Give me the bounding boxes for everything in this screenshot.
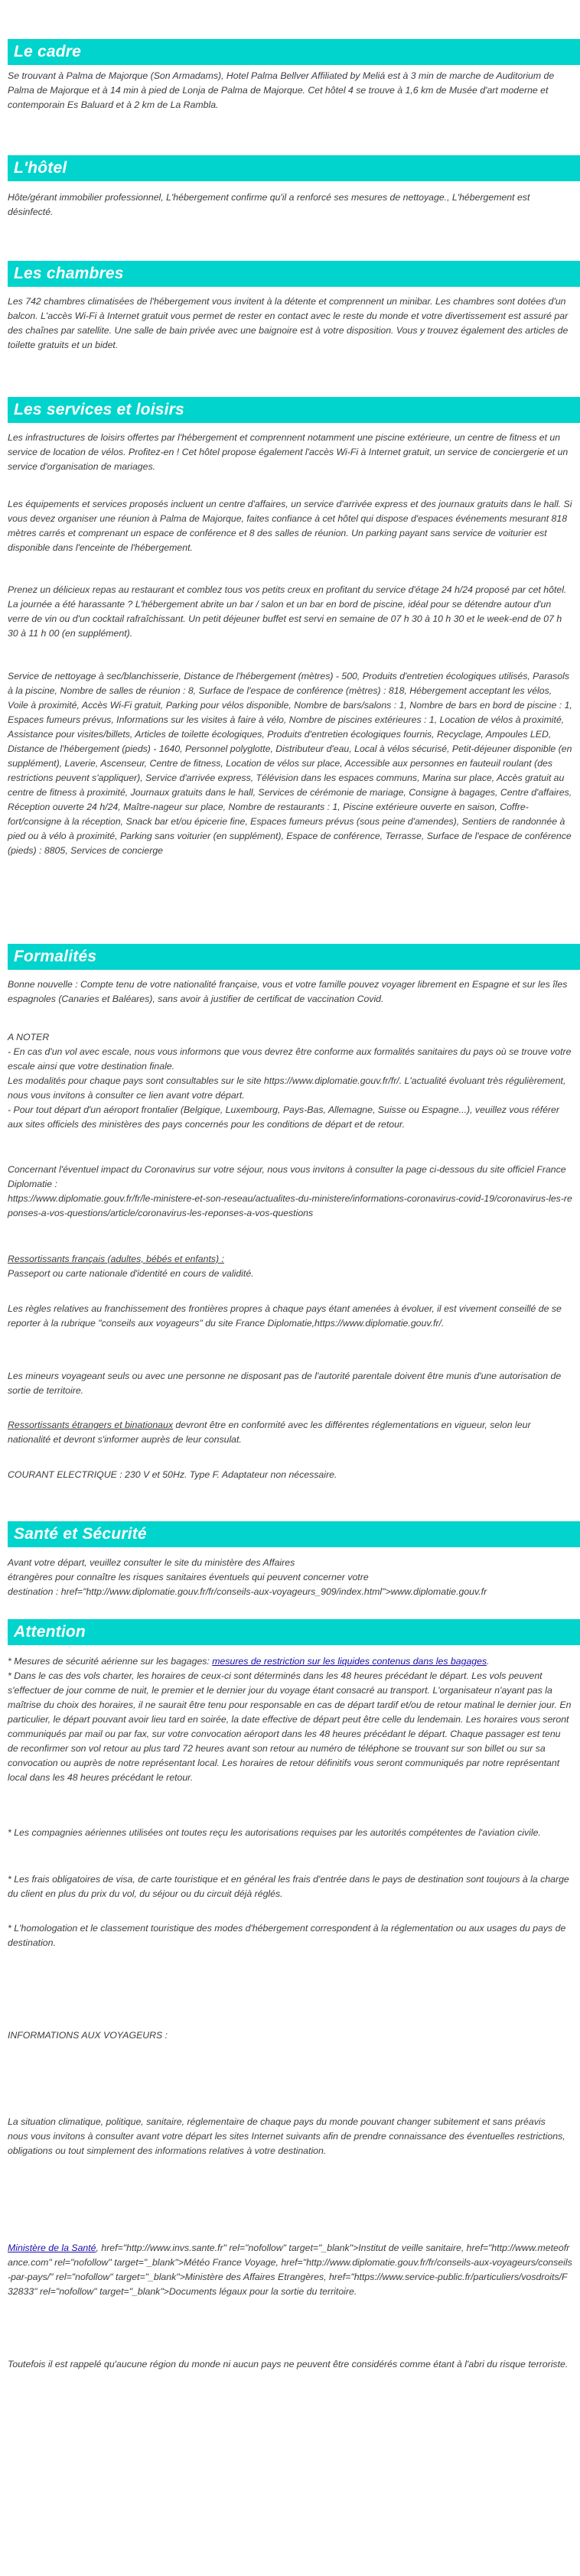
sante-text	[8, 1556, 580, 1599]
sante-line-1: Avant votre départ, veuillez consulter le site du ministère des Affaires	[8, 1557, 295, 1568]
info-voyageurs-links-text: , href="http://www.invs.sante.fr" rel="nofollow" target="_blank">Institut de veille sanitaire, href="http://www.meteofrance.com" rel="nofollow" target="_blank">Météo France Voyage, href="http://www.diplomatie.gouv.fr/fr/conseils-aux-voyageurs/conseils-par-pays/" rel="nofollow" target="_blank">Ministère des Affaires Etrangères, href="https://www.service-public.fr/particuliers/vosdroits/F32833" rel="nofollow" target="_blank">Documents légaux pour la sortie du territoire.	[8, 2243, 572, 2297]
cadre-text: Se trouvant à Palma de Majorque (Son Armadams), Hotel Palma Bellver Affiliated by Meliá est à 3 min de marche de Auditorium de Palma de Majorque et à 14 min à pied de Lonja de Palma de Majorque. Cet hôtel 4 se trouve à 1,6 km de Musée d'art moderne et contemporain Es Baluard et à 2 km de La Rambla.	[8, 70, 555, 110]
attention-bagages	[8, 1654, 572, 1669]
services-p2: Les équipements et services proposés incluent un centre d'affaires, un service d'arrivée express et des journaux gratuits dans le hall. Si vous devez organiser une réunion à Palma de Majorque, faites confiance à cet hôtel qui dispose d'espaces événements mesurant 818 mètres carrés et comprenant un espace de conférence et 8 des salles de réunion. Un parking payant sans service de voiturier est disponible dans l'enceinte de l'hébergement.	[8, 499, 572, 553]
ministere-sante-link[interactable]: Ministère de la Santé	[8, 2243, 96, 2253]
ressortissants-francais-text: Passeport ou carte nationale d'identité en cours de validité.	[8, 1268, 254, 1279]
attention-bagages-label: * Mesures de sécurité aérienne sur les bagages:	[8, 1656, 213, 1667]
section-title-cadre: Le cadre	[8, 39, 580, 65]
formalites-mineurs: Les mineurs voyageant seuls ou avec une personne ne disposant pas de l'autorité parentale doivent être munis d'une autorisation de sortie de territoire.	[8, 1371, 562, 1396]
formalites-p1: Bonne nouvelle : Compte tenu de votre nationalité française, vous et votre famille pouvez voyager librement en Espagne et sur les îles espagnoles (Canaries et Baléares), sans avoir à justifier de certificat de vaccination Covid.	[8, 979, 568, 1004]
attention-charter: * Dans le cas des vols charter, les horaires de ceux-ci sont déterminés dans les 48 heures précédant le départ. Les vols peuvent s'effectuer de jour comme de nuit, le premier et le dernier jour du voyage étant consacré au transport. L'organisateur n'ayant pas la maîtrise du choix des horaires, il ne saurait être tenu pour responsable en cas de départ tardif et/ou de retour matinal le dernier jour. En particulier, le départ pouvant avoir lieu tard en soirée, la date effective de départ peut être celle du lendemain. Les horaires vous seront communiqués par mail ou par fax, sur votre convocation aéroport dans les 48 heures précédant le départ. Chaque passager est tenu de reconfirmer son vol retour au plus tard 72 heures avant son retour au numéro de téléphone se trouvant sur son billet ou sur sa convocation ou auprès de notre représentant local. Les horaires de retour définitifs vous seront communiqués par notre représentant local dans les 48 heures précédant le retour.	[8, 1670, 572, 1783]
section-title-hotel: L'hôtel	[8, 155, 580, 181]
formalites-coronavirus: Concernant l'éventuel impact du Coronavirus sur votre séjour, nous vous invitons à consulter la page ci-dessous du site officiel France Diplomatie : https://www.diplomatie.gouv.fr/fr/le-ministere-et-son-reseau/actualites-du-ministere/informations-coronavirus-covid-19/coronavirus-les-reponses-a-vos-questions/article/coronavirus-les-reponses-a-vos-questions	[8, 1164, 572, 1218]
formalites-etrangers	[8, 1418, 572, 1447]
formalites-ressortissants-francais	[8, 1252, 572, 1281]
section-title-chambres: Les chambres	[8, 261, 580, 287]
formalites-regles: Les règles relatives au franchissement des frontières propres à chaque pays étant amenées à évoluer, il est vivement conseillé de se reporter à la rubrique "conseils aux voyageurs" du site France Diplomatie,https://www.diplomatie.gouv.fr/.	[8, 1303, 562, 1329]
info-voyageurs-text: La situation climatique, politique, sanitaire, réglementaire de chaque pays du monde pouvant changer subitement et sans préavis nous vous invitons à consulter avant votre départ les sites Internet suivants afin de prendre connaissance des éventuelles restrictions, obligations ou tout simplement des informations relatives à votre destination.	[8, 2116, 565, 2156]
ressortissants-francais-title: Ressortissants français (adultes, bébés et enfants) :	[8, 1254, 224, 1264]
services-p4: Service de nettoyage à sec/blanchisserie, Distance de l'hébergement (mètres) - 500, Produits d'entretien écologiques utilisés, Parasols à la piscine, Nombre de salles de réunion : 8, Surface de l'espace de conférence (mètres) : 818, Hébergement acceptant les vélos, Voile à proximité, Accès Wi-Fi gratuit, Parking pour vélos disponible, Nombre de bars/salons : 1, Nombre de bars en bord de piscine : 1, Espaces fumeurs prévus, Informations sur les visites à faire à vélo, Nombre de piscines extérieures : 1, Location de vélos à proximité, Assistance pour visites/billets, Articles de toilette écologiques, Produits d'entretien écologiques fournis, Recyclage, Ampoules LED, Distance de l'hébergement (pieds) - 1640, Personnel polyglotte, Distributeur d'eau, Local à vélos sécurisé, Petit-déjeuner disponible (en supplément), Laverie, Ascenseur, Centre de fitness, Location de vélos sur place, Accessible aux personnes en fauteuil roulant (des restrictions peuvent s'appliquer), Service d'arrivée express, Télévision dans les espaces communs, Marina sur place, Accès gratuit au centre de fitness à proximité, Journaux gratuits dans le hall, Services de cérémonie de mariage, Consigne à bagages, Centre d'affaires, Réception ouverte 24 h/24, Maître-nageur sur place, Nombre de restaurants : 1, Piscine extérieure ouverte en saison, Coffre-fort/consigne à la réception, Snack bar et/ou épicerie fine, Espaces fumeurs prévus (sous peine d'amendes), Sentiers de randonnée à pied ou à vélo à proximité, Parking sans voiturier (en supplément), Espace de conférence, Terrasse, Surface de l'espace de conférence (pieds) : 8805, Services de concierge	[8, 671, 572, 856]
section-title-services: Les services et loisirs	[8, 397, 580, 423]
formalites-note: A NOTER - En cas d'un vol avec escale, nous vous informons que vous devrez être conforme aux formalités sanitaires du pays où se trouve votre escale ainsi que votre destination finale. Les modalités pour chaque pays sont consultables sur le site https://www.diplomatie.gouv.fr/fr/. L'actualité évoluant très régulièrement, nous vous invitons à consulter ce lien avant votre départ. - Pour tout départ d'un aéroport frontalier (Belgique, Luxembourg, Pays-Bas, Allemagne, Suisse ou Espagne...), veuillez vous référer aux sites officiels des ministères des pays concernés pour les conditions de départ et de retour.	[8, 1032, 572, 1130]
section-title-attention: Attention	[8, 1619, 580, 1645]
formalites-courant: COURANT ELECTRIQUE : 230 V et 50Hz. Type F. Adaptateur non nécessaire.	[8, 1469, 337, 1480]
info-voyageurs-links	[8, 2241, 572, 2299]
section-title-formalites: Formalités	[8, 944, 580, 970]
attention-bagages-end: .	[487, 1656, 490, 1667]
sante-line-3: destination : href="http://www.diplomatie.gouv.fr/fr/conseils-aux-voyageurs_909/index.html">www.diplomatie.gouv.fr	[8, 1586, 487, 1597]
etrangers-text: devront être en conformité avec les différentes réglementations en vigueur, selon leur nationalité et devront s'informer auprès de leur consulat.	[8, 1420, 531, 1445]
section-title-sante: Santé et Sécurité	[8, 1521, 580, 1547]
services-p1: Les infrastructures de loisirs offertes par l'hébergement et comprennent notamment une piscine extérieure, un centre de fitness et un service de location de vélos. Profitez-en ! Cet hôtel propose également l'accès Wi-Fi à Internet gratuit, un service de conciergerie et un service d'organisation de mariages.	[8, 432, 569, 472]
hotel-text: Hôte/gérant immobilier professionnel, L'hébergement confirme qu'il a renforcé ses mesures de nettoyage., L'hébergement est désinfecté.	[8, 192, 530, 217]
attention-terrorisme: Toutefois il est rappelé qu'aucune région du monde ni aucun pays ne peuvent être considérés comme étant à l'abri du risque terroriste.	[8, 2359, 569, 2369]
info-voyageurs-title: INFORMATIONS AUX VOYAGEURS :	[8, 2030, 168, 2041]
sante-line-2: étrangères pour connaître les risques sanitaires éventuels qui peuvent concerner votre	[8, 1572, 369, 1582]
chambres-text: Les 742 chambres climatisées de l'hébergement vous invitent à la détente et comprennent un minibar. Les chambres sont dotées d'un balcon. L'accès Wi-Fi à Internet gratuit vous permet de rester en contact avec le reste du monde et votre divertissement est assuré par des chaînes par satellite. Une salle de bain privée avec une baignoire est à votre disposition. Vous y trouvez également des articles de toilette gratuits et un bidet.	[8, 296, 569, 350]
attention-compagnies: * Les compagnies aériennes utilisées ont toutes reçu les autorisations requises par les autorités compétentes de l'aviation civile.	[8, 1827, 541, 1838]
liquides-restriction-link[interactable]: mesures de restriction sur les liquides contenus dans les bagages	[212, 1656, 487, 1667]
services-p3: Prenez un délicieux repas au restaurant et comblez tous vos petits creux en profitant du service d'étage 24 h/24 proposé par cet hôtel. La journée a été harassante ? L'hébergement abrite un bar / salon et un bar en bord de piscine, idéal pour se détendre autour d'un verre de vin ou d'un cocktail rafraîchissant. Un petit déjeuner buffet est servi en semaine de 07 h 30 à 10 h 30 et le week-end de 07 h 30 à 11 h 00 (en supplément).	[8, 584, 567, 639]
etrangers-title: Ressortissants étrangers et binationaux	[8, 1420, 173, 1430]
attention-visa: * Les frais obligatoires de visa, de carte touristique et en général les frais d'entrée dans le pays de destination sont toujours à la charge du client en plus du prix du vol, du séjour ou du circuit déjà réglés.	[8, 1874, 569, 1899]
attention-homologation: * L'homologation et le classement touristique des modes d'hébergement correspondent à la réglementation ou aux usages du pays de destination.	[8, 1923, 566, 1948]
